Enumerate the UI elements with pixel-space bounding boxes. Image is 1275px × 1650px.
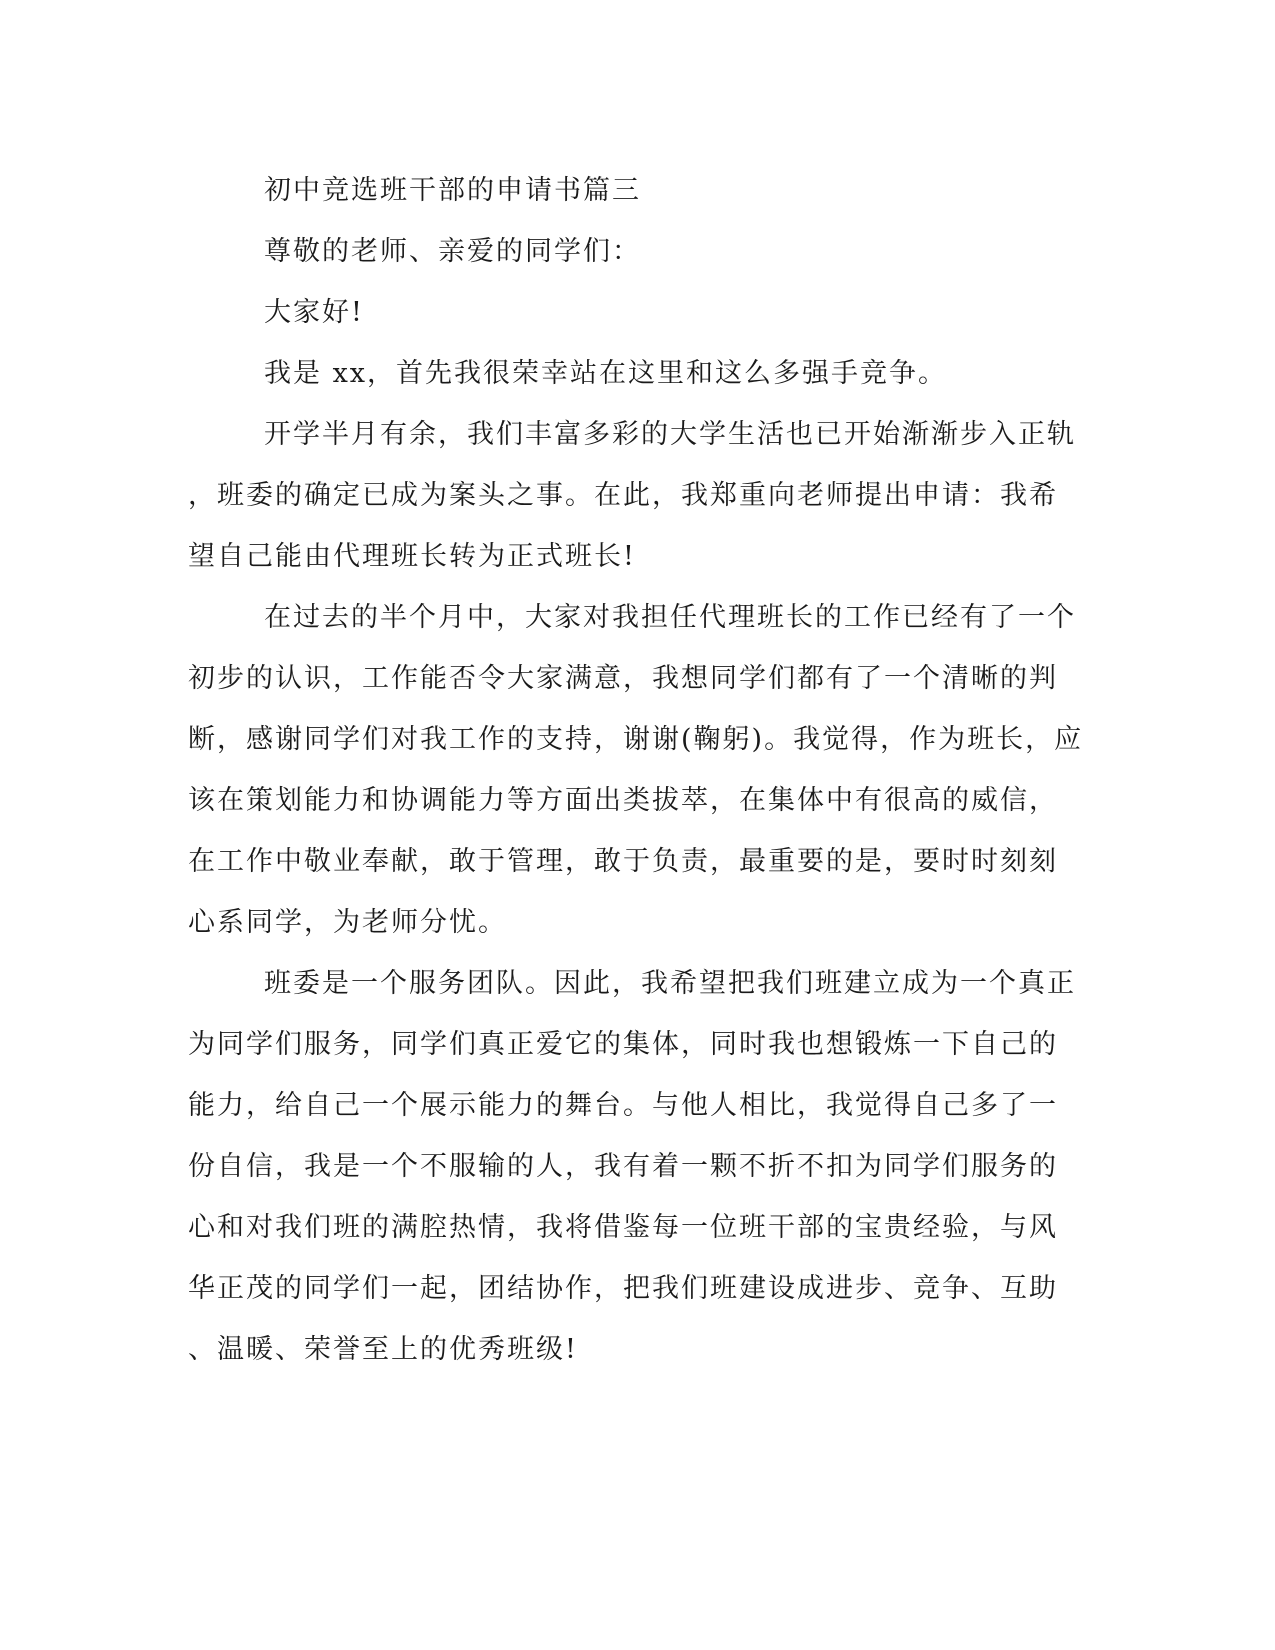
paragraph-3 [188, 953, 1076, 1380]
paragraph-line: 心系同学，为老师分忧。 [188, 907, 507, 938]
intro-line: 我是 xx，首先我很荣幸站在这里和这么多强手竞争。 [264, 358, 948, 389]
greeting-line: 尊敬的老师、亲爱的同学们： [264, 236, 641, 267]
paragraph-line: 、温暖、荣誉至上的优秀班级! [188, 1334, 578, 1365]
paragraph-1 [188, 404, 1076, 587]
paragraph-line: 份自信，我是一个不服输的人，我有着一颗不折不扣为同学们服务的 [188, 1151, 1058, 1182]
paragraph-line: 在过去的半个月中，大家对我担任代理班长的工作已经有了一个 [264, 602, 1076, 633]
paragraph-line: 班委是一个服务团队。因此，我希望把我们班建立成为一个真正 [264, 968, 1076, 999]
paragraph-line: 该在策划能力和协调能力等方面出类拔萃，在集体中有很高的威信， [188, 785, 1058, 816]
paragraph-line: 能力，给自己一个展示能力的舞台。与他人相比，我觉得自己多了一 [188, 1090, 1058, 1121]
paragraph-line: ，班委的确定已成为案头之事。在此，我郑重向老师提出申请：我希 [188, 480, 1058, 511]
document-body [188, 160, 1084, 1380]
document-title: 初中竞选班干部的申请书篇三 [264, 175, 641, 206]
paragraph-line: 为同学们服务，同学们真正爱它的集体，同时我也想锻炼一下自己的 [188, 1029, 1058, 1060]
paragraph-line: 华正茂的同学们一起，团结协作，把我们班建设成进步、竞争、互助 [188, 1273, 1058, 1304]
paragraph-line: 断，感谢同学们对我工作的支持，谢谢(鞠躬)。我觉得，作为班长，应 [188, 724, 1084, 755]
paragraph-line: 在工作中敬业奉献，敢于管理，敢于负责，最重要的是，要时时刻刻 [188, 846, 1058, 877]
paragraph-line: 望自己能由代理班长转为正式班长! [188, 541, 636, 572]
paragraph-line: 初步的认识，工作能否令大家满意，我想同学们都有了一个清晰的判 [188, 663, 1058, 694]
hello-line: 大家好! [264, 297, 364, 328]
paragraph-line: 开学半月有余，我们丰富多彩的大学生活也已开始渐渐步入正轨 [264, 419, 1076, 450]
paragraph-line: 心和对我们班的满腔热情，我将借鉴每一位班干部的宝贵经验，与风 [188, 1212, 1058, 1243]
paragraph-2 [188, 587, 1084, 953]
